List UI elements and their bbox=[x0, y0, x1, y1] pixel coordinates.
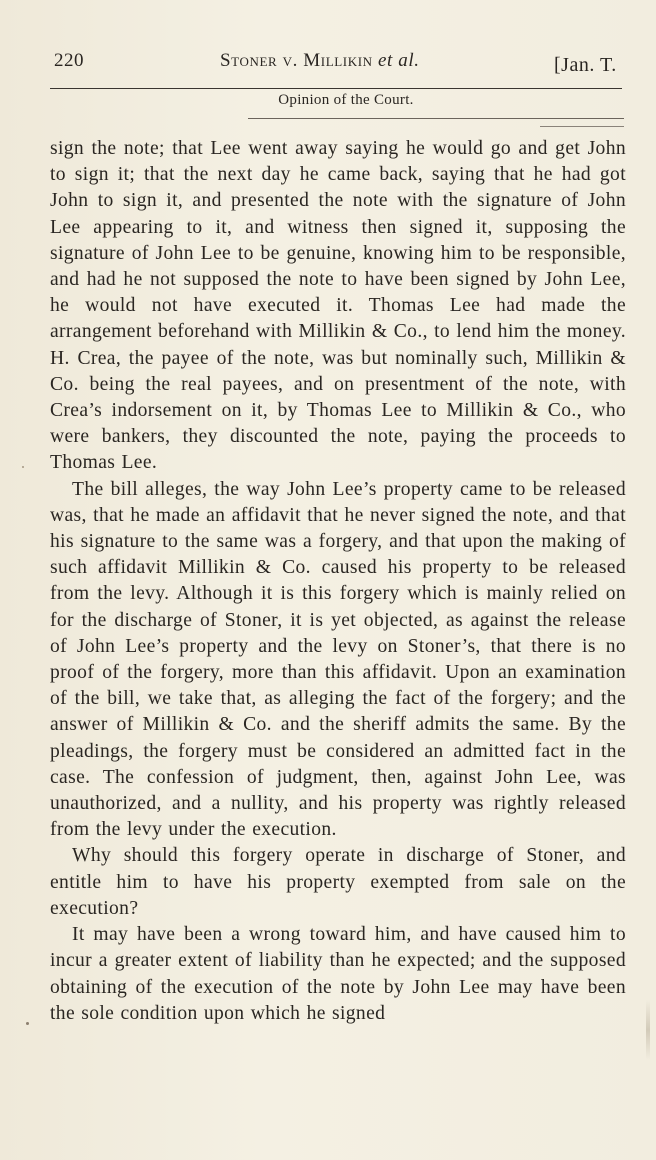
section-heading-text: Opinion of the Court. bbox=[278, 92, 414, 108]
paragraph-continued: sign the note; that Lee went away saying he would go and get John to sign it; that the next day he came back, saying that he had got John to sign it, and presented the note with the signature of John Lee appearing to it, and witness then signed it, supposing the signature of John Lee to be genuine, knowing him to be responsible, and had he not supposed the note to have been signed by John Lee, he would not have executed it. Thomas Lee had made the arrangement beforehand with Millikin & Co., to lend him the money. H. Crea, the payee of the note, was but nominally such, Millikin & Co. being the real payees, and on presentment of the note, with Crea’s indorsement on it, by Thomas Lee to Millikin & Co., who were bankers, they discounted the note, paying the proceeds to Thomas Lee. bbox=[50, 138, 626, 474]
term-date: [Jan. T. bbox=[554, 54, 617, 76]
case-title bbox=[220, 50, 420, 72]
page-number: 220 bbox=[54, 50, 84, 71]
section-rule-short bbox=[540, 126, 624, 127]
paragraph: The bill alleges, the way John Lee’s property came to be released was, that he made an affidavit that he never signed the note, and that his signature to the same was a forgery, and that upon the making of such affidavit Millikin & Co. caused his property to be released from the levy. Although it is this forgery which is mainly relied on for the discharge of Stoner, it is yet objected, as against the release of John Lee’s property and the levy on Stoner’s, that there is no proof of the forgery, more than this affidavit. Upon an examination of the bill, we take that, as alleging the fact of the forgery; and the answer of Millikin & Co. and the sheriff admits the same. By the pleadings, the forgery must be considered an admitted fact in the case. The confession of judgment, then, against John Lee, was unauthorized, and a nullity, and his property was rightly released from the levy under the execution. bbox=[50, 478, 626, 841]
running-head bbox=[50, 46, 626, 80]
margin-speck bbox=[26, 1022, 29, 1025]
case-title-parties: Stoner v. Millikin bbox=[220, 50, 373, 71]
paragraph: It may have been a wrong toward him, and have caused him to incur a greater extent of liability than he expected; and the supposed obtaining of the execution of the note by John Lee may have been the sole condition upon which he signed bbox=[50, 924, 626, 1024]
section-heading bbox=[0, 92, 656, 109]
case-title-suffix: et al. bbox=[378, 50, 420, 71]
header-rule bbox=[50, 88, 622, 89]
margin-speck bbox=[22, 466, 24, 468]
section-rule bbox=[248, 118, 624, 119]
opinion-body bbox=[50, 136, 626, 1027]
paragraph: Why should this forgery operate in discharge of Stoner, and entitle him to have his property exempted from sale on the execution? bbox=[50, 845, 626, 919]
page-edge-shadow bbox=[646, 1000, 650, 1060]
